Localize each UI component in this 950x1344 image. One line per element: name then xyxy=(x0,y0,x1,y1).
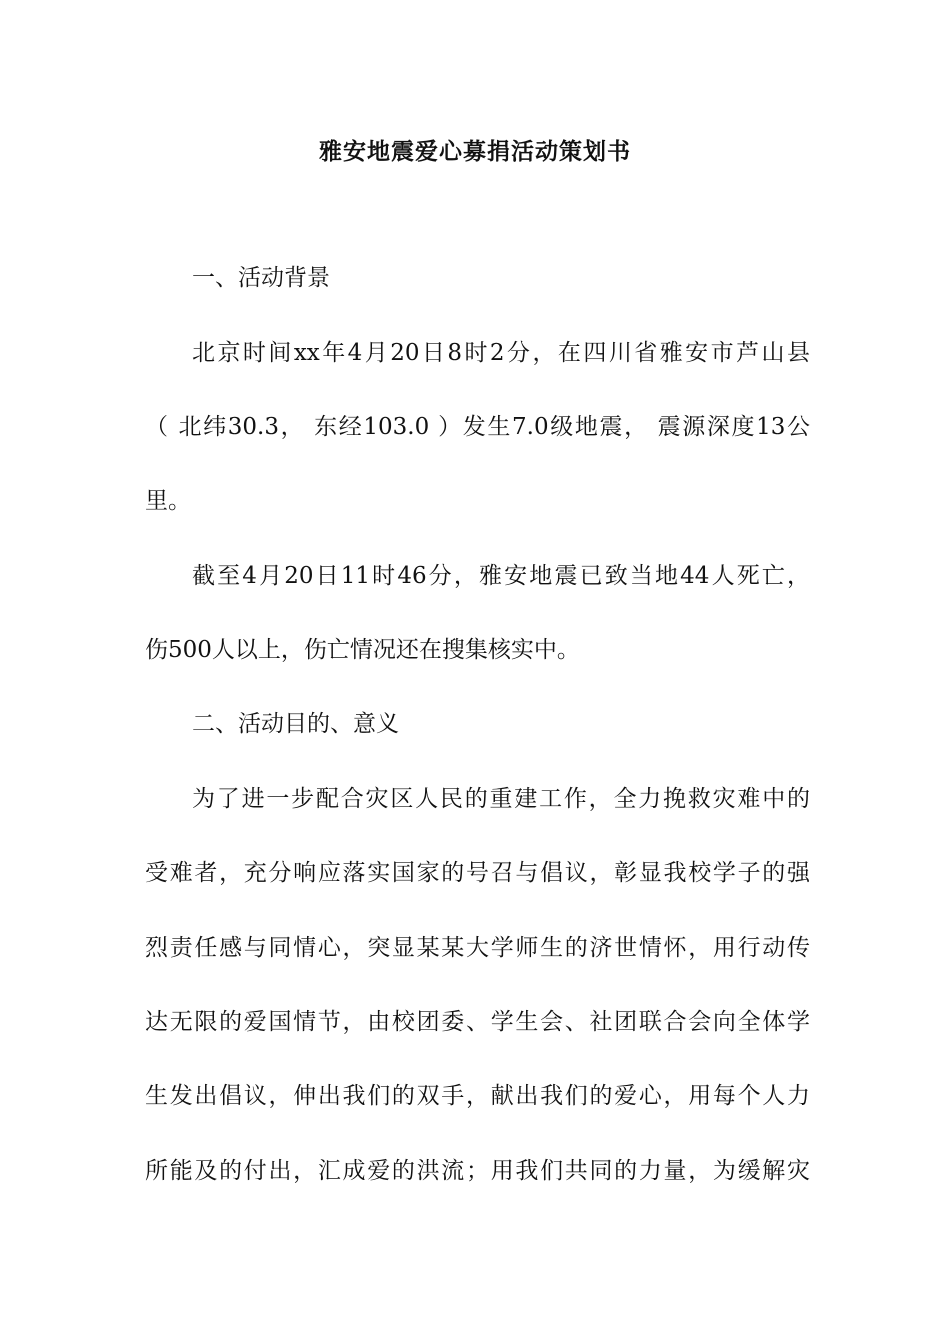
paragraph-line: 生发出倡议，伸出我们的双手，献出我们的爱心，用每个人力 xyxy=(145,1083,810,1109)
paragraph-line: 为了进一步配合灾区人民的重建工作，全力挽救灾难中的 xyxy=(192,786,810,812)
paragraph-line: 截至4月20日11时46分，雅安地震已致当地44人死亡， xyxy=(192,563,810,589)
section-heading-background: 一、活动背景 xyxy=(192,265,330,291)
paragraph-line: （ 北纬30.3， 东经103.0 ）发生7.0级地震， 震源深度13公 xyxy=(145,414,810,440)
paragraph-line: 烈责任感与同情心，突显某某大学师生的济世情怀，用行动传 xyxy=(145,935,810,961)
paragraph-line: 所能及的付出，汇成爱的洪流；用我们共同的力量，为缓解灾 xyxy=(145,1158,810,1184)
section-heading-purpose: 二、活动目的、意义 xyxy=(192,711,399,737)
paragraph-line: 伤500人以上，伤亡情况还在搜集核实中。 xyxy=(145,637,580,663)
paragraph-line: 里。 xyxy=(145,488,191,514)
paragraph-line: 受难者，充分响应落实国家的号召与倡议，彰显我校学子的强 xyxy=(145,860,810,886)
document-title: 雅安地震爱心募捐活动策划书 xyxy=(319,138,631,165)
paragraph-line: 达无限的爱国情节，由校团委、学生会、社团联合会向全体学 xyxy=(145,1009,810,1035)
paragraph-line: 北京时间xx年4月20日8时2分，在四川省雅安市芦山县 xyxy=(192,340,810,366)
